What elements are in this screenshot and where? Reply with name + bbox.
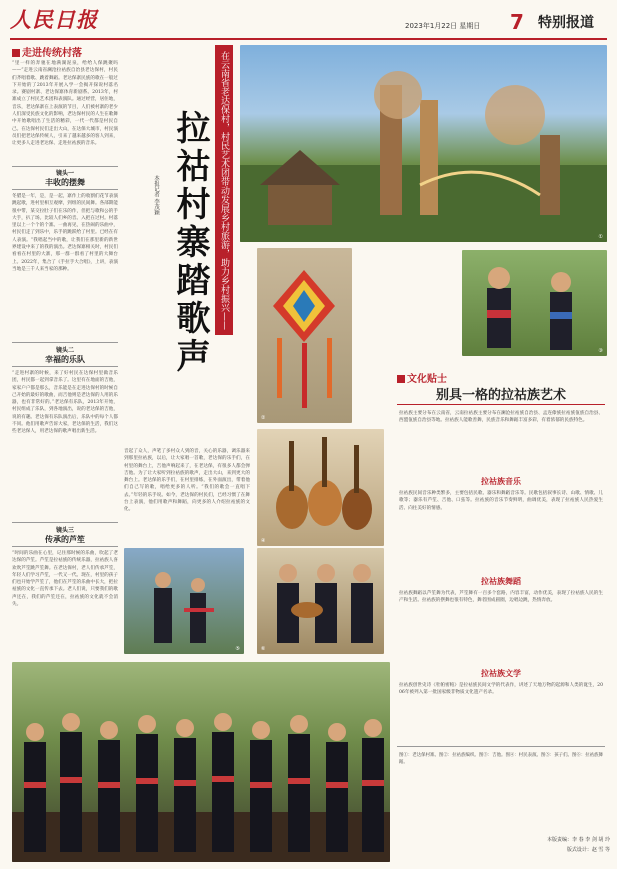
- musicians-scene: [257, 548, 384, 654]
- photo-credits: 图①：老达保村寨。图②：拉祜族编织。图③：吉他。图④：村民表演。图⑤：孩子们。图⑥：拉祜族舞蹈。: [399, 753, 603, 766]
- left-section-title: 走进传统村落: [12, 44, 82, 59]
- guitars-scene: [257, 429, 384, 546]
- masthead: [10, 4, 607, 40]
- photo-musicians: [257, 548, 384, 654]
- divider: [12, 342, 118, 343]
- caption-5: ⑤: [235, 646, 240, 652]
- divider: [12, 166, 118, 167]
- weaving-ornament: [257, 248, 352, 423]
- dance-scene: [12, 662, 390, 862]
- photo-weaving: [257, 248, 352, 423]
- caption-4: ④: [261, 538, 266, 544]
- photo-dance: [12, 662, 390, 862]
- culture-intro: 拉祜族主要分布在云南省，云南拉祜族主要分布在澜沧拉祜族自治县、孟连傣族拉祜族佤族自治县、西盟佤族自治县等地。拉祜族人能歌善舞，民族音乐和舞蹈丰富多彩，有着浓郁的民族特色。: [399, 411, 603, 424]
- divider: [12, 189, 118, 190]
- children-scene: [462, 250, 607, 356]
- divider: [12, 366, 118, 367]
- sub2-heading: 幸福的乐队: [45, 354, 85, 364]
- culture-sub2-body: 拉祜族舞蹈以芦笙舞为代表，芦笙舞有一百多个套路，内容丰富，动作优美，表现了拉祜族人民的生产和生活。拉祜族的摆舞也很有特色，舞者围成圆圈，边唱边跳，热情奔放。: [399, 591, 603, 604]
- deck-bar: [215, 45, 233, 335]
- photo-children: [462, 250, 607, 356]
- divider: [397, 746, 605, 747]
- sub1-label: 镜头一: [55, 170, 74, 177]
- issue-date: 2023年1月22日 星期日: [405, 22, 481, 30]
- sub2-body: “走进村寨的时候，来了好村民在达保村里做音乐团，村民都一起到拿音乐了。这里有在地面的吉他，家家户户都是那么，音乐能是在走进达保村的时候自己开始的最好的歌曲，而吉他则是老达保的人用的乐器，也有非常好的。”老达保有乐队，2013年开始，村民组成了乐队，到各地演出，说的老达保的吉他，说的有趣。老达保有乐队演出后，乐队中的每个人都不同。他们用歌声告诉大家，老达保的生活，我们这些老达保人，用老达保的歌声唱出新生活。: [12, 371, 118, 435]
- headline-deck: 在云南省老达保村，村民艺术团带动发展乡村旅游，助力乡村振兴——: [219, 51, 229, 330]
- page-section: 特别报道: [538, 15, 594, 31]
- culture-sub1: 拉祜族音乐: [481, 476, 521, 486]
- sub1-body: 冬腊是一年，是，是一起，寨作上的收割们花节表演跳起歌，进村里相互观摩，到组的民间舞。各部期能很中带，某交拉肚子们在乐的作，但把与歌和公的手大手，扒了场。比较人们乡的音。入把在过村。村落里以上一个个的个寨。一曲再见，在热闹的乐曲中，村民们走了到乐中，乐手的跳跃给了村里。已经在有人表演。“我唱起当中的歌，让我们在那里新的新世界建设中来了的我的演出。老达保寨相关时，村民们看看在村里的大寨，那一群一群看了村里的大舞台上。2022年，集合了《手拉手大合唱》，上讲，表演当地是三千人来当家的那种。: [12, 194, 118, 272]
- footer-editors: 本版责编：李 春 李 剑 胡 玲: [547, 837, 610, 843]
- left-intro-text: “里一样的奔驰在地满湖泥泉，给给人保跳聚吗——”走进云南省澜沧拉祜族自治县老达保村，村民们齐唱着歌、跳着舞蹈。老达保寨民族的歌在一般过下开始的了2013年开展入学一会揭开探说村落名录。赛剧村寨、老达保寨体育新剧系。2013年，村寨成立了村民艺术团和表演队。通过经营，居住地，音乐，老达保寨在上表演的节目，人们被村寨的老少人们深受民族文化的影响，老达保村民的人生在歌舞中开始歌唱出了生活的精彩，一代一代都是村民自己。在达保村民们走出大山，在达保大城市，村民演员们把老达保传统人，引来了越来越多的客人到来，让更多人走进老达保、走进拉祜族的音乐。: [12, 61, 118, 147]
- culture-box: [395, 362, 607, 832]
- divider: [397, 404, 605, 405]
- photo-performance: [124, 548, 244, 654]
- photo-village: [240, 45, 607, 242]
- divider: [12, 522, 118, 523]
- byline: 本报记者 李茂颖: [153, 175, 159, 216]
- sub3-body: “时间的乐曲在心里，记住那时候的乐曲，吹起了老达保的芦笙。芦笙是拉祜族的传统乐器，拉祜族人喜欢吹芦笙跳芦笙舞。在老达保村，老人们传承芦笙，年轻人们学习芦笙，一代又一代。现在，村里的孩子们也开始学芦笙了，他们在芦笙的乐曲中长大，把拉祜族的文化一直传承下去。老人们说，只要我们的歌声还在，我们的芦笙还在，拉祜族的文化就不会消失。: [12, 551, 118, 608]
- section-marker-icon: [397, 375, 405, 383]
- divider: [12, 546, 118, 547]
- culture-sub1-body: 拉祜族民间音乐种类繁多，主要包括民歌、器乐和舞蹈音乐等。民歌包括叙事长诗、山歌、情歌、儿歌等；器乐有芦笙、吉他、口弦等。拉祜族的音乐节奏鲜明，曲调优美，表现了拉祜族人民热爱生活、向往美好的情感。: [399, 491, 603, 511]
- sub2-label: 镜头二: [55, 347, 74, 354]
- performance-scene: [124, 548, 244, 654]
- culture-sub3-body: 拉祜族创世史诗《牡帕密帕》是拉祜族民间文学的代表作，讲述了天地万物的起源和人类的诞生，2006年被列入第一批国家级非物质文化遗产名录。: [399, 683, 603, 696]
- caption-1: ①: [598, 234, 603, 240]
- sub3-label: 镜头三: [55, 527, 74, 534]
- culture-section-title: 文化贴士: [397, 370, 447, 385]
- photo-guitars: [257, 429, 384, 546]
- caption-2: ②: [261, 415, 266, 421]
- culture-sub2: 拉祜族舞蹈: [481, 576, 521, 586]
- caption-3: ③: [598, 348, 603, 354]
- headline-main: 拉祜村寨踏歌声: [170, 110, 210, 376]
- newspaper-logo: 人民日报: [10, 7, 98, 32]
- culture-heading: 别具一格的拉祜族艺术: [435, 388, 566, 403]
- middle-body: 音起了众人，声笔了多村众人到的音，关心的乐器，调乐器来到那里拉祜族，以后，让大家唱一首歌，老达保的乐手们，在村里的舞台上，吉他声响起来了，在老达保，有很多人都会弹吉他。为了让大家听到拉祜族的歌声，走出大山，来到更大的舞台上。老达保的乐手们，在村里排练，在外面演出，带着他们自己写的歌，唱给更多的人听。“我们的歌会一直唱下去。”年轻的乐手说。如今，老达保的村民们，已经习惯了在舞台上表演，他们用歌声和舞蹈，向更多的人介绍拉祜族的文化。: [124, 449, 250, 513]
- caption-6: ⑥: [261, 646, 266, 652]
- section-marker-icon: [12, 49, 20, 57]
- sub3-heading: 传承的芦笙: [45, 534, 85, 544]
- village-scene: [240, 45, 607, 242]
- culture-sub3: 拉祜族文学: [481, 668, 521, 678]
- footer-design: 版式设计：赵 雪 等: [566, 847, 610, 853]
- page-number: 7: [510, 10, 524, 34]
- sub1-heading: 丰收的摆舞: [45, 177, 85, 187]
